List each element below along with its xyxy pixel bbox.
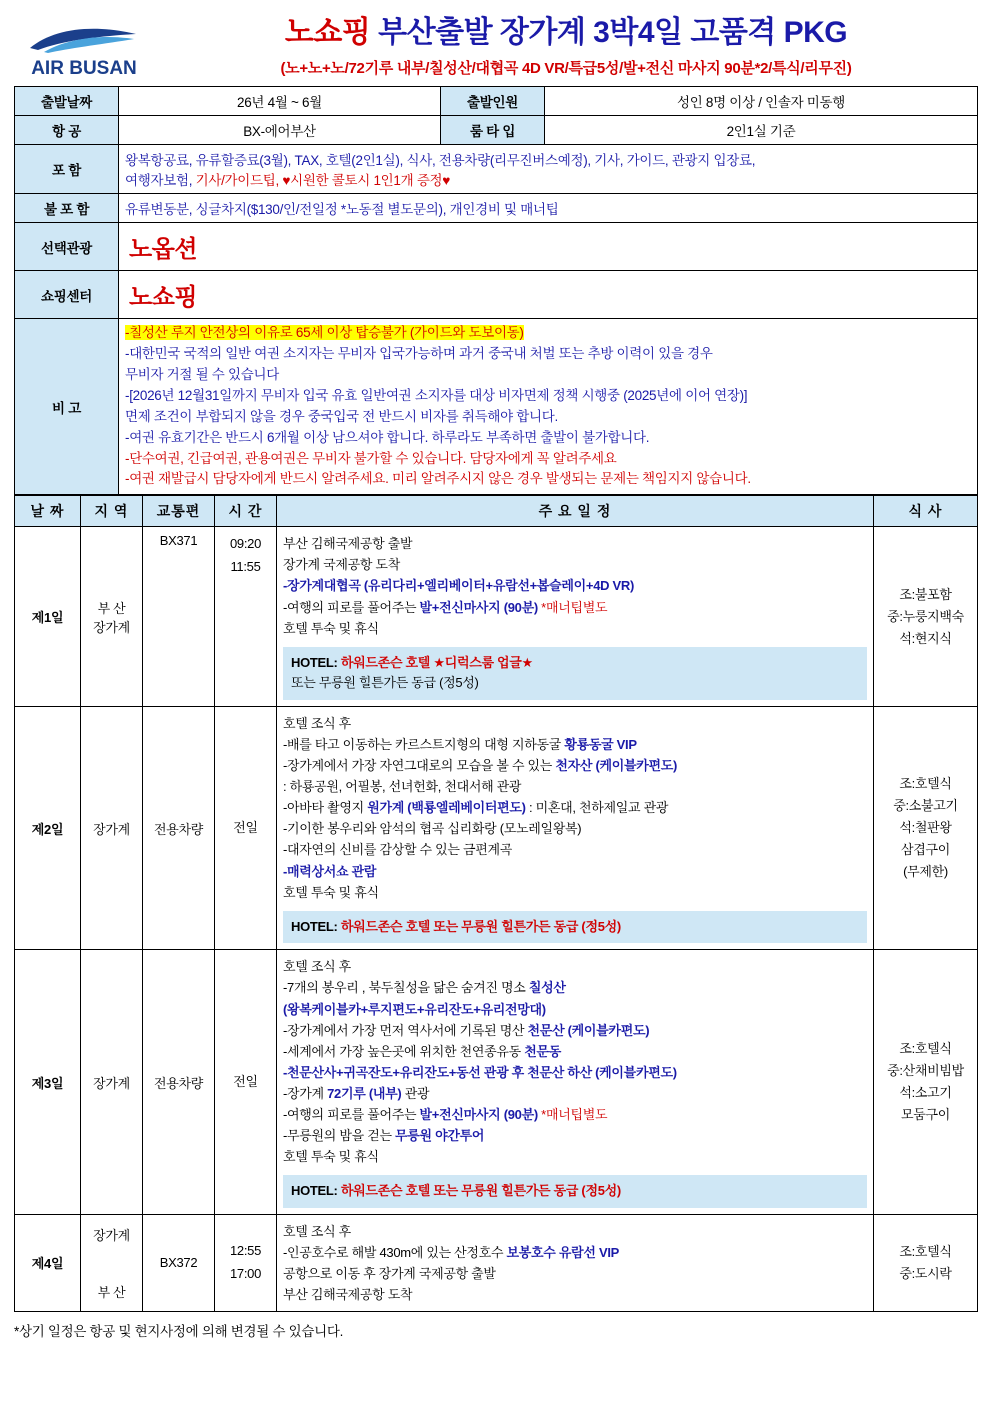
time-value: 전일 [233,1073,258,1089]
schedule-line: -7개의 봉우리 , 북두칠성을 닮은 숨겨진 명소 칠성산 [283,980,566,996]
transport-code: BX372 [143,1214,215,1311]
table-row [15,116,978,145]
include-value [119,145,978,194]
schedule-line: 공항으로 이동 후 장가계 국제공항 출발 [283,1265,496,1281]
schedule-line: -천문산사+귀곡잔도+유리잔도+동선 관광 후 천문산 하산 (케이블카편도) [283,1064,677,1080]
schedule-highlight: 발+전신마사지 (90분) [419,599,538,615]
region-label: 부 산 [97,1284,126,1300]
schedule-line: 호텔 투숙 및 휴식 [283,884,379,900]
page-subtitle: (노+노+노/72기루 내부/칠성산/대협곡 4D VR/특급5성/발+전신 마사지 90분*2/특식/리무진) [280,59,852,77]
schedule-line: -장가계에서 가장 자연그대로의 모습을 볼 수 있는 천자산 (케이블카편도) [283,758,678,774]
include-line-2b: 기사/가이드팁, ♥시원한 콜토시 1인1개 증정♥ [195,173,451,188]
footnote: *상기 일정은 항공 및 현지사정에 의해 변경될 수 있습니다. [14,1323,344,1339]
schedule-highlight: 천자산 (케이블카편도) [555,758,678,774]
exclude-label: 불 포 함 [15,194,119,223]
remark-line: 면제 조건이 부합되지 않을 경우 중국입국 전 반드시 비자를 취득해야 합니다. [125,408,558,424]
depart-date-label: 출발날짜 [15,87,119,116]
schedule-highlight: 천문동 [524,1043,562,1059]
schedule-note: *매너팁별도 [537,1106,608,1122]
day-number: 제1일 [15,527,81,707]
schedule-line: -배를 타고 이동하는 카르스트지형의 대형 지하동굴 황룡동굴 VIP [283,737,637,753]
schedule-cell [277,950,874,1214]
page-title [154,16,978,51]
schedule-highlight: 발+전신마사지 (90분) [419,1106,538,1122]
meal-line: 석:철판왕 [899,820,952,836]
col-date: 날 짜 [15,496,81,527]
meals-cell [874,950,978,1214]
option-value-cell [119,223,978,271]
airbusan-logo [14,10,154,80]
highlighted-text: -칠성산 루지 안전상의 이유로 65세 이상 탑승불가 (가이드와 도보이동) [125,325,524,340]
remark-value [119,319,978,495]
schedule-highlight: 보봉호수 유람선 VIP [506,1244,620,1260]
meal-line: 조:호텔식 [899,776,952,792]
schedule-line: 호텔 조식 후 [283,1223,351,1239]
air-value: BX-에어부산 [119,116,441,145]
schedule-highlight: 천문산 (케이블카편도) [527,1022,650,1038]
meal-line: 삼겹구이 [900,842,951,858]
remark-line: -단수여권, 긴급여권, 관용여권은 무비자 불가할 수 있습니다. 담당자에게 꼭 알려주세요 [125,450,617,466]
schedule-line: 부산 김해국제공항 도착 [283,1286,413,1302]
hotel-info [283,647,867,701]
schedule-cell [277,527,874,707]
schedule-line: -장가계대협곡 (유리다리+엘리베이터+유람선+봅슬레이+4D VR) [283,578,635,594]
table-row [15,223,978,271]
info-table [14,86,978,495]
table-row [15,271,978,319]
pax-label: 출발인원 [441,87,545,116]
schedule-line: -대자연의 신비를 감상할 수 있는 금편계곡 [283,842,512,858]
schedule-line: -장가계에서 가장 먼저 역사서에 기록된 명산 천문산 (케이블카편도) [283,1022,650,1038]
day-number: 제4일 [15,1214,81,1311]
region-label: 장가계 [93,1227,130,1243]
time-cell [215,707,277,950]
schedule-line: -인공호수로 해발 430m에 있는 산정호수 보봉호수 유람선 VIP [283,1244,620,1260]
schedule-cell [277,707,874,950]
spacer [87,1244,136,1282]
shopping-label: 쇼핑센터 [15,271,119,319]
time-cell [215,950,277,1214]
hotel-name: 하워드존슨 호텔 또는 무릉원 힐튼가든 동급 (정5성) [340,1182,621,1198]
hotel-line-1 [291,1181,859,1202]
schedule-highlight: 무릉원 야간투어 [395,1127,485,1143]
include-line-2 [125,169,971,189]
meal-line: 모둠구이 [900,1107,951,1123]
meals-cell [874,527,978,707]
meals-cell [874,707,978,950]
transport-code: BX371 [143,527,215,707]
schedule-line: 호텔 조식 후 [283,959,351,975]
itinerary-table [14,495,978,1312]
logo-air-text: AIR [31,58,64,79]
transport-code: 전용차량 [143,950,215,1214]
schedule-line: 호텔 조식 후 [283,716,351,732]
itinerary-header-row [15,496,978,527]
meal-line: 중:소불고기 [893,798,958,814]
hotel-label: HOTEL: [291,918,341,934]
hotel-line-1 [291,653,859,674]
airbusan-swoosh-icon [24,22,144,56]
meals-cell [874,1214,978,1311]
region-label: 부 산 [97,600,126,616]
exclude-value: 유류변동분, 싱글차지($130/인/전일정 *노동절 별도문의), 개인경비 및 매너팁 [119,194,978,223]
schedule-line: -매력상서쇼 관람 [283,863,377,879]
remark-line: -여권 재발급시 담당자에게 반드시 알려주세요. 미리 알려주시지 않은 경우 발생되는 문제는 책임지지 않습니다. [125,471,751,487]
region-label: 장가계 [93,1075,130,1091]
hotel-line-2: 또는 무릉원 힐튼가든 동급 (정5성) [291,675,479,691]
region-cell [81,707,143,950]
meal-line: 석:소고기 [899,1085,952,1101]
transport-code: 전용차량 [143,707,215,950]
room-label: 룸 타 입 [441,116,545,145]
schedule-line: (왕복케이블카+루지편도+유리잔도+유리전망대) [283,1001,546,1017]
schedule-list [283,533,867,638]
day-number: 제3일 [15,950,81,1214]
day-number: 제2일 [15,707,81,950]
schedule-line: -장가계 72기루 (내부) 관광 [283,1085,430,1101]
schedule-cell [277,1214,874,1311]
schedule-highlight: 황룡동굴 VIP [564,737,637,753]
col-schedule: 주 요 일 정 [277,496,874,527]
shopping-value: 노쇼핑 [129,284,198,311]
meal-line: 조:호텔식 [899,1040,952,1056]
time-cell [215,527,277,707]
room-value: 2인1실 기준 [545,116,978,145]
meal-line: 조:호텔식 [899,1243,952,1259]
schedule-line: -세계에서 가장 높은곳에 위치한 천연종유동 천문동 [283,1043,562,1059]
remark-line: -여권 유효기간은 반드시 6개월 이상 남으셔야 합니다. 하루라도 부족하면 출발이 불가합니다. [125,429,650,445]
schedule-list [283,713,867,902]
meal-line: 조:불포함 [899,586,952,602]
schedule-list [283,1221,867,1305]
region-label: 장가계 [93,619,130,635]
schedule-line: 장가계 국제공항 도착 [283,557,400,573]
schedule-line: -여행의 피로를 풀어주는 발+전신마사지 (90분) *매너팁별도 [283,599,608,615]
hotel-info [283,1175,867,1208]
table-row [15,145,978,194]
meal-line: 중:누룽지백숙 [887,608,964,624]
meal-line: 중:산채비빔밥 [887,1062,964,1078]
table-row [15,707,978,950]
col-region: 지 역 [81,496,143,527]
schedule-line: -무릉원의 밤을 걷는 무릉원 야간투어 [283,1127,485,1143]
remark-label: 비 고 [15,319,119,495]
col-transport: 교통편 [143,496,215,527]
option-value: 노옵션 [129,236,198,263]
time-value: 17:00 [229,1265,262,1281]
schedule-list [283,956,867,1166]
table-row [15,527,978,707]
time-value: 전일 [233,819,258,835]
hotel-label: HOTEL: [291,654,341,670]
schedule-line: 부산 김해국제공항 출발 [283,536,413,552]
remark-line: -대한민국 국적의 일반 여권 소지자는 무비자 입국가능하며 과거 중국내 처벌 또는 추방 이력이 있을 경우 [125,345,713,361]
table-row [15,319,978,495]
time-value: 09:20 [229,536,262,552]
schedule-line: 호텔 투숙 및 휴식 [283,1148,379,1164]
col-time: 시 간 [215,496,277,527]
schedule-highlight: 원가계 (백룡엘레베이터편도) [367,800,526,816]
depart-date-value: 26년 4월 ~ 6월 [119,87,441,116]
col-meals: 식 사 [874,496,978,527]
schedule-note: *매너팁별도 [537,599,608,615]
remark-line [125,323,971,344]
hotel-name: 하워드존슨 호텔 또는 무릉원 힐튼가든 동급 (정5성) [340,918,621,934]
title-part1: 노쇼핑 [284,16,371,49]
region-cell [81,527,143,707]
hotel-line-1 [291,917,859,938]
remark-line: 무비자 거절 될 수 있습니다 [125,366,279,382]
hotel-name: 하워드존슨 호텔 ★디럭스룸 업글★ [340,654,533,670]
schedule-line: -아바타 촬영지 원가계 (백룡엘레베이터편도) : 미혼대, 천하제일교 관광 [283,800,669,816]
shopping-value-cell [119,271,978,319]
logo-busan-text: BUSAN [69,58,137,79]
region-label: 장가계 [93,821,130,837]
time-value: 11:55 [230,559,261,575]
region-cell [81,1214,143,1311]
document-header [14,10,978,80]
table-row [15,1214,978,1311]
table-row [15,950,978,1214]
time-value: 12:55 [229,1243,262,1259]
meal-line: 석:현지식 [899,630,952,646]
schedule-line: -기이한 봉우리와 암석의 협곡 십리화랑 (모노레일왕복) [283,821,582,837]
table-row [15,194,978,223]
meal-line: (무제한) [903,864,948,880]
include-line-2a: 여행자보험, [125,173,196,188]
time-cell [215,1214,277,1311]
schedule-line: -여행의 피로를 풀어주는 발+전신마사지 (90분) *매너팁별도 [283,1106,608,1122]
remark-line: -[2026년 12월31일까지 무비자 입국 유효 일반여권 소지자를 대상 비자면제 정책 시행중 (2025년에 이어 연장)] [125,387,748,403]
schedule-line: : 하룡공원, 어필봉, 선녀헌화, 천대서해 관광 [283,779,522,795]
hotel-info [283,911,867,944]
region-cell [81,950,143,1214]
meal-line: 중:도시락 [899,1265,952,1281]
schedule-highlight: 72기루 (내부) [327,1085,402,1101]
airbusan-logo-text [14,58,154,80]
pax-value: 성인 8명 이상 / 인솔자 미동행 [545,87,978,116]
hotel-label: HOTEL: [291,1182,341,1198]
option-label: 선택관광 [15,223,119,271]
include-line-1: 왕복항공료, 유류할증료(3월), TAX, 호텔(2인1실), 식사, 전용차량(리무진버스예정), 기사, 가이드, 관광지 입장료, [125,153,756,168]
air-label: 항 공 [15,116,119,145]
schedule-line: 호텔 투숙 및 휴식 [283,620,379,636]
title-part2: 부산출발 장가계 3박4일 고품격 PKG [378,16,848,49]
schedule-highlight: 칠성산 [528,980,566,996]
include-label: 포 함 [15,145,119,194]
table-row [15,87,978,116]
title-block [154,10,978,78]
